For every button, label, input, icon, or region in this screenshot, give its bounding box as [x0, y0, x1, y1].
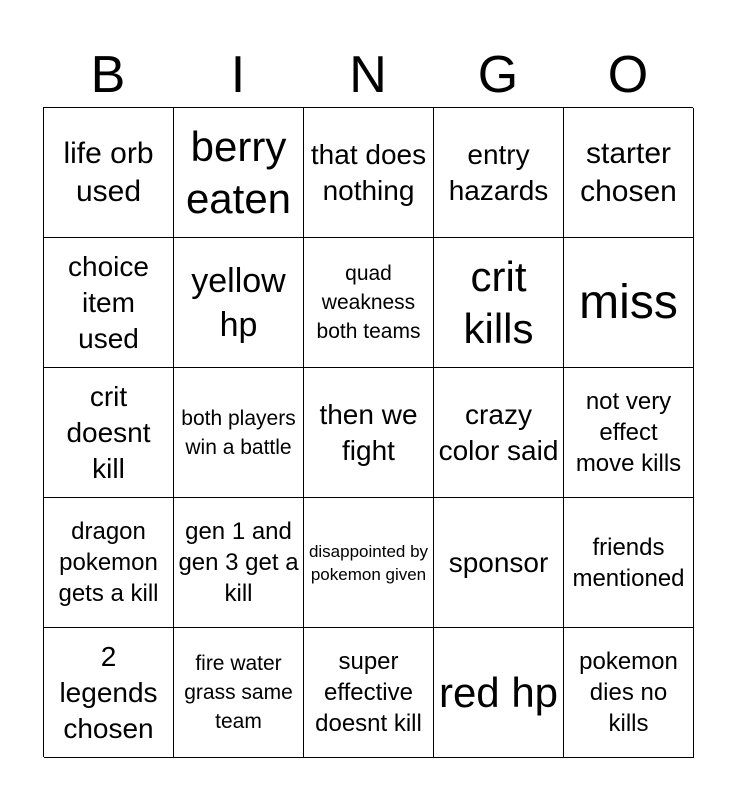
bingo-cell[interactable] — [44, 238, 174, 368]
bingo-cell[interactable] — [174, 238, 304, 368]
bingo-grid — [43, 107, 693, 757]
cell-text: berry eaten — [185, 122, 292, 222]
cell-text: super effective doesnt kill — [315, 648, 422, 737]
cell-text: sponsor — [448, 546, 549, 578]
bingo-cell[interactable] — [174, 368, 304, 498]
cell-text: disappointed by pokemon given — [308, 541, 429, 584]
cell-text: crit kills — [463, 252, 534, 352]
bingo-cell[interactable] — [304, 368, 434, 498]
bingo-cell[interactable] — [434, 108, 564, 238]
header-letter-g: G — [477, 46, 519, 104]
cell-text: quad weakness both teams — [316, 262, 421, 343]
bingo-header — [43, 44, 693, 106]
bingo-cell[interactable] — [564, 628, 694, 758]
bingo-cell[interactable] — [564, 238, 694, 368]
header-letter-b: B — [90, 46, 126, 104]
bingo-cell[interactable] — [44, 108, 174, 238]
header-letter-o: O — [607, 46, 649, 104]
cell-text: gen 1 and gen 3 get a kill — [178, 518, 299, 607]
bingo-cell[interactable] — [304, 108, 434, 238]
bingo-cell[interactable] — [304, 628, 434, 758]
header-letter-i: I — [230, 46, 246, 104]
cell-text: miss — [579, 275, 678, 329]
cell-text: that does nothing — [310, 138, 427, 206]
header-letter-n: N — [349, 46, 387, 104]
bingo-cell[interactable] — [564, 108, 694, 238]
bingo-cell[interactable] — [44, 628, 174, 758]
cell-text: starter chosen — [580, 136, 677, 208]
bingo-cell[interactable] — [174, 498, 304, 628]
bingo-cell[interactable] — [174, 108, 304, 238]
cell-text: both players win a battle — [181, 406, 296, 459]
bingo-cell[interactable] — [174, 628, 304, 758]
bingo-cell[interactable] — [44, 498, 174, 628]
cell-text: 2 legends chosen — [59, 640, 158, 744]
cell-text: dragon pokemon gets a kill — [58, 518, 159, 607]
cell-text: yellow hp — [191, 261, 286, 344]
bingo-cell[interactable] — [434, 628, 564, 758]
cell-text: red hp — [438, 668, 559, 716]
cell-text: crit doesnt kill — [66, 380, 151, 484]
bingo-cell[interactable] — [304, 498, 434, 628]
cell-text: entry hazards — [448, 138, 549, 206]
bingo-cell[interactable] — [564, 368, 694, 498]
cell-text: fire water grass same team — [184, 652, 293, 733]
bingo-cell[interactable] — [434, 238, 564, 368]
cell-text: pokemon dies no kills — [579, 648, 678, 737]
bingo-cell[interactable] — [434, 498, 564, 628]
bingo-cell[interactable] — [434, 368, 564, 498]
bingo-cell[interactable] — [44, 368, 174, 498]
bingo-cell[interactable] — [304, 238, 434, 368]
cell-text: friends mentioned — [572, 533, 685, 592]
cell-text: life orb used — [63, 136, 154, 208]
cell-text: not very effect move kills — [575, 388, 682, 477]
cell-text: choice item used — [68, 250, 149, 354]
bingo-cell[interactable] — [564, 498, 694, 628]
cell-text: then we fight — [319, 398, 418, 466]
cell-text: crazy color said — [438, 398, 559, 466]
